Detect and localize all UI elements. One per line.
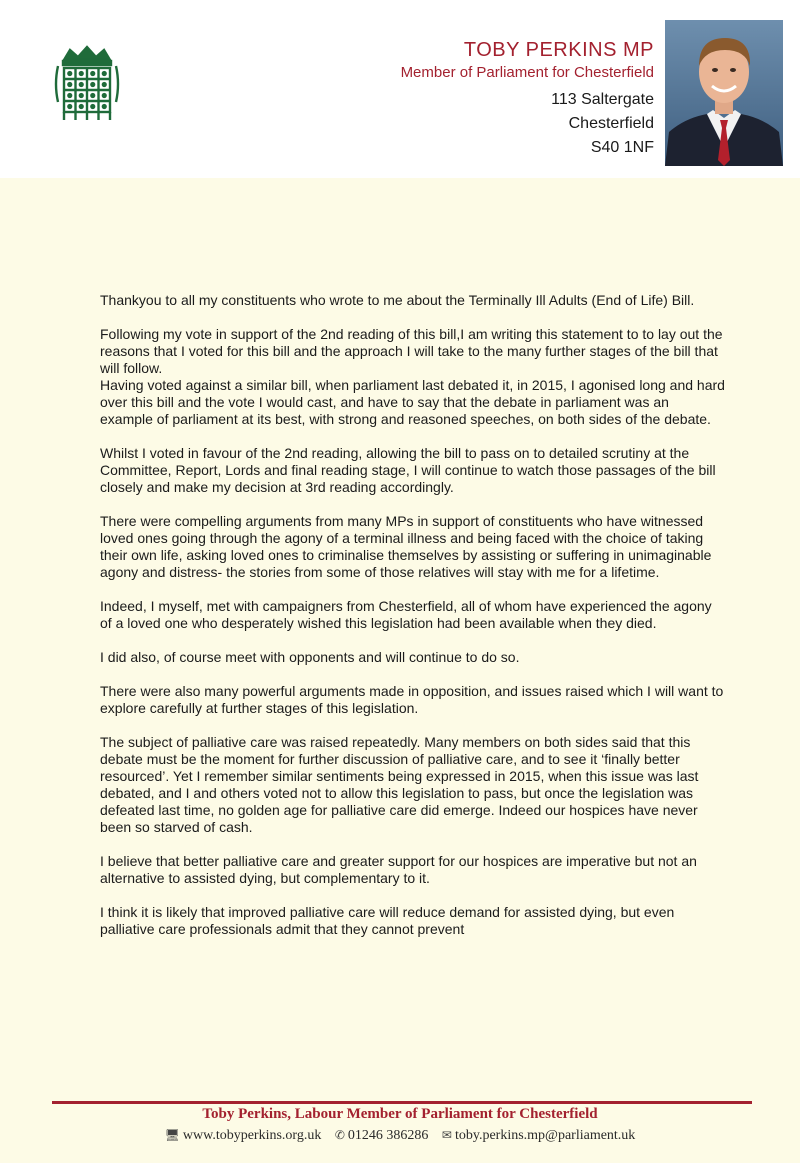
paragraph: I think it is likely that improved palliative care will reduce demand for assisted dying, but even palliative care professionals admit that they cannot prevent — [100, 904, 675, 937]
address-line-1: 113 Saltergate — [551, 91, 654, 108]
computer-icon: 🖥 — [164, 1128, 180, 1142]
address-line-2: Chesterfield — [568, 115, 654, 132]
paragraph: Whilst I voted in favour of the 2nd reading, allowing the bill to pass on to detailed scrutiny at the Committee, Report, Lords and final reading stage, I will continue to watch those passages of the bill closely and make my decision at 3rd reading accordingly. — [100, 445, 716, 495]
phone-icon: ✆ — [334, 1128, 345, 1142]
mp-role: Member of Parliament for Chesterfield — [400, 64, 654, 81]
footer-website[interactable]: www.tobyperkins.org.uk — [182, 1128, 322, 1143]
sender-block — [401, 38, 654, 160]
paragraph: There were also many powerful arguments made in opposition, and issues raised which I will want to explore carefully at further stages of this legislation. — [100, 683, 724, 716]
mp-portrait-photo — [665, 20, 783, 166]
portcullis-logo — [50, 44, 124, 126]
letter-body — [100, 292, 725, 955]
mp-name: TOBY PERKINS MP — [463, 39, 654, 61]
footer-email[interactable]: toby.perkins.mp@parliament.uk — [454, 1128, 636, 1143]
footer-contact-line — [0, 1128, 800, 1144]
footer-phone: 01246 386286 — [347, 1128, 429, 1143]
paragraph: There were compelling arguments from many MPs in support of constituents who have witnessed loved ones going through the agony of a terminal illness and being faced with the choice of taking their own life, asking loved ones to criminalise themselves by assisting or suffering in unimaginable agony and distress- the stories from some of those relatives will stay with me for a lifetime. — [100, 513, 712, 580]
paragraph: The subject of palliative care was raised repeatedly. Many members on both sides said that this debate must be the moment for further discussion of palliative care, and to see it ‘finally better resourced’. Yet I remember similar sentiments being expressed in 2015, when this issue was last debated, and I and others voted not to allow this legislation to pass, but once the legislation was defeated last time, no golden age for palliative care did emerge. Indeed our hospices have never been so starved of cash. — [100, 734, 699, 835]
paragraph: Indeed, I myself, met with campaigners from Chesterfield, all of whom have experienced the agony of a loved one who desperately wished this legislation had been available when they died. — [100, 598, 712, 631]
paragraph: Having voted against a similar bill, when parliament last debated it, in 2015, I agonised long and hard over this bill and the vote I would cast, and have to say that the debate in parliament was an example of parliament at its best, with strong and reasoned speeches, on both sides of the debate. — [100, 377, 725, 427]
footer-divider — [52, 1101, 752, 1104]
letterhead — [0, 0, 800, 178]
paragraph: Thankyou to all my constituents who wrote to me about the Terminally Ill Adults (End of Life) Bill. — [100, 292, 695, 308]
paragraph: I believe that better palliative care and greater support for our hospices are imperative but not an alternative to assisted dying, but complementary to it. — [100, 853, 697, 886]
paragraph: Following my vote in support of the 2nd reading of this bill,I am writing this statement to to lay out the reasons that I voted for this bill and the approach I will take to the many further stages of the bill that will follow. — [100, 326, 723, 376]
paragraph: I did also, of course meet with opponents and will continue to do so. — [100, 649, 520, 665]
footer-title: Toby Perkins, Labour Member of Parliament for Chesterfield — [202, 1106, 598, 1122]
address-line-3: S40 1NF — [590, 139, 654, 156]
email-icon: ✉ — [441, 1128, 452, 1142]
